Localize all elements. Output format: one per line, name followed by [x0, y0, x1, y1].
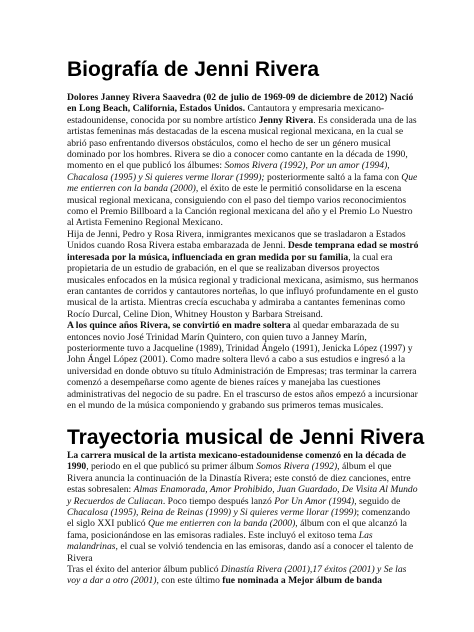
career-section-body	[67, 450, 419, 587]
paragraph-text: . Poco tiempo después lanzó	[162, 495, 275, 507]
album-title-italic: Por Un Amor (1994)	[274, 495, 355, 507]
album-title-italic: Que me entierren con la banda (2000)	[148, 518, 296, 530]
emphasis-bold: A los quince años Rivera, se convirtió en madre soltera	[67, 320, 291, 332]
paragraph-text: , el cual se volvió tendencia en las emisoras, dando así a conocer el talento de Rivera	[67, 541, 414, 564]
biography-paragraph-1	[67, 92, 419, 229]
paragraph-text: , la cual era propietaria de un estudio de grabación, en el que se realizaban diversos proyectos musicales enfocados en la música regional y tradicional mexicana, asimismo, sus hermanos eran cantantes de corridos y cantautores norteñas, lo que influyó profundamente en el gusto musical de la artista. Mientras crecía escuchaba y admiraba a cantantes femeninas como Rocío Durcal, Celine Dion, Whitney Houston y Barbara Streisand.	[67, 251, 419, 320]
album-list-italic: Dinastía Rivera (2001),17 éxitos (2001) y Se las voy a dar a otro (2001)	[67, 564, 407, 587]
paragraph-text: , seguido de	[354, 495, 401, 507]
paragraph-text: , el éxito de este le permitió consolidarse en la escena musical regional mexicana, consiguiendo con el paso del tiempo varios reconocimientos como el Premio Billboard a la Canción regional mexicana del año y el Premio Lo Nuestro al Artista Femenino Regional Mexicano.	[67, 183, 413, 229]
paragraph-text: ; comenzando el siglo XXI publicó	[67, 507, 411, 530]
paragraph-text: , álbum el que Rivera anuncia la continuación de la Dinastía Rivera; este constó de diez canciones, entre estas sobresalen:	[67, 461, 411, 496]
intro-bold-text: Dolores Janney Rivera Saavedra (02 de julio de 1969-09 de diciembre de 2012) Nació en Long Beach, California, Estados Unidos.	[67, 92, 414, 115]
album-list-italic: Chacalosa (1995), Reina de Reinas (1999) y Si quieres verme llorar (1999)	[67, 507, 357, 519]
paragraph-text: , periodo en el que publicó su primer álbum	[86, 461, 257, 473]
paragraph-text: , con este último	[156, 575, 223, 587]
paragraph-text: Tras el éxito del anterior álbum publicó	[67, 564, 221, 576]
emphasis-bold: Desde temprana edad se mostró interesada por la música, influenciada en gran medida por su familia	[67, 240, 419, 263]
song-list-italic: Almas Enamorada, Amor Prohibido, Juan Guardado, De Visita Al Mundo y Recuerdos de Culiacan	[67, 484, 418, 507]
emphasis-bold: La carrera musical de la artista mexicano-estadounidense comenzó en la década de 1990	[67, 450, 407, 473]
emphasis-bold: fue nominada a Mejor álbum de banda	[222, 575, 383, 587]
career-paragraph-1	[67, 450, 419, 564]
paragraph-text: Hija de Jenni, Pedro y Rosa Rivera, inmigrantes mexicanos que se trasladaron a Estados Unidos cuando Rosa Rivera estaba embarazada de Jenni.	[67, 228, 406, 252]
paragraph-text: Cantautora y empresaria mexicano-estadounidense, conocida por su nombre artístico	[67, 103, 385, 126]
album-list-italic: Somos Rivera (1992), Por un amor (1994), Chacalosa (1995) y Si quieres verme llorar (1999);	[67, 160, 390, 183]
paragraph-text: posteriormente saltó a la fama con	[264, 171, 402, 183]
song-title-italic: Las malandrinas	[67, 529, 373, 553]
album-title-italic: Que me entierren con la banda (2000)	[67, 171, 418, 195]
artist-name-bold: Jenny Rivera	[258, 114, 314, 126]
biography-section-body	[67, 92, 419, 411]
paragraph-text: , álbum con el que alcanzó la fama, posicionándose en las emisoras radiales. Este incluyó el exitoso tema	[67, 518, 407, 541]
paragraph-text: . Es considerada una de las artistas femeninas más destacadas de la escena musical regional mexicana, en la cual se abrió paso enfrentando diversos obstáculos, como el hecho de ser un género musical dominado por los hombres. Rivera se dio a conocer como cantante en la década de 1990, momento en el que publicó los álbumes:	[67, 114, 417, 172]
career-paragraph-2	[67, 564, 419, 587]
biography-paragraph-2	[67, 229, 419, 320]
biography-paragraph-3	[67, 320, 419, 411]
section-title-career: Trayectoria musical de Jenni Rivera	[67, 426, 425, 449]
section-title-biography: Biografía de Jenni Rivera	[67, 58, 320, 81]
album-title-italic: Somos Rivera (1992)	[256, 461, 338, 473]
paragraph-text: al quedar embarazada de su entonces novio José Trinidad Marín Quintero, con quien tuvo a Janney Marín, posteriormente tuvo a Jacqueline (1989), Trinidad Ángelo (1991), Jenicka López (1997) y John Ángel López (2001). Como madre soltera llevó a cabo a sus estudios e ingresó a la universidad en donde obtuvo su título Administración de Empresas; tras terminar la carrera comenzó a desempeñarse como agente de bienes raíces y manejaba las cuestiones administrativas del negocio de su padre. En el trascurso de estos años empezó a incursionar en el mundo de la música componiendo y grabando sus primeros temas musicales.	[67, 320, 418, 411]
